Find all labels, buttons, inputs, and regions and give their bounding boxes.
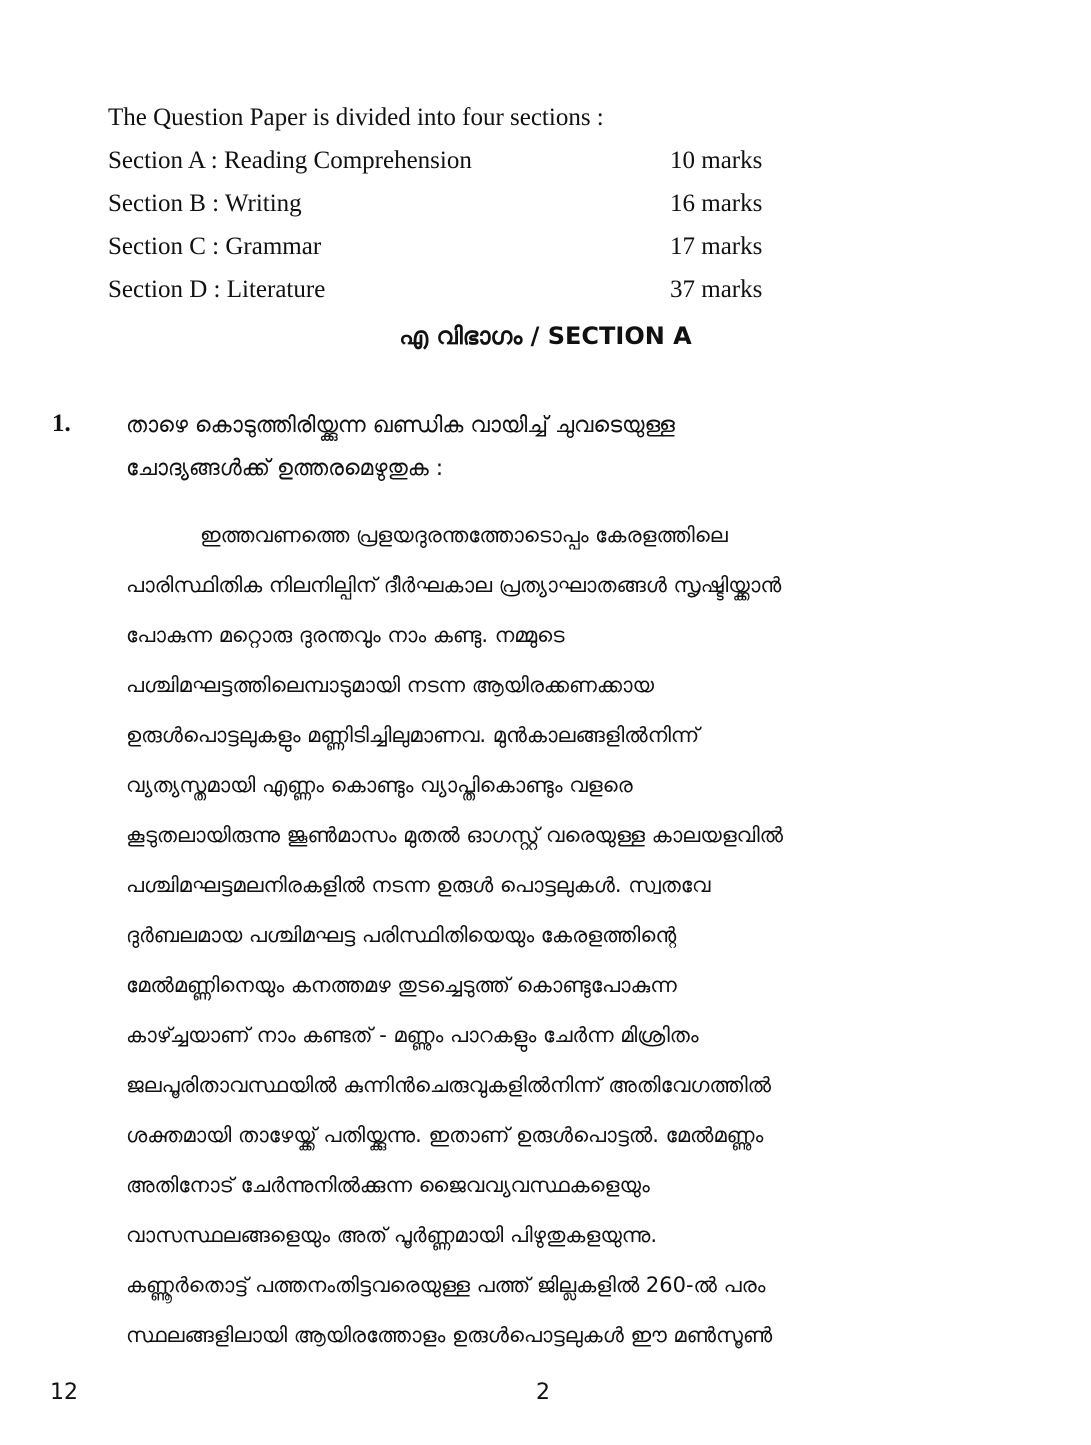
passage-line: പശ്ചിമഘട്ടത്തിലെമ്പാടുമായി നടന്ന ആയിരക്കണക്കായ xyxy=(126,673,654,697)
passage-line: കാഴ്ച്ചയാണ് നാം കണ്ടത് - മണ്ണും പാറകളും ചേർന്ന മിശ്രിതം xyxy=(126,1023,699,1047)
passage-line: വാസസ്ഥലങ്ങളെയും അത് പൂർണ്ണമായി പിഴുതുകളയുന്നു. xyxy=(126,1223,658,1247)
question-number: 1. xyxy=(52,410,71,437)
passage-line: പാരിസ്ഥിതിക നിലനില്പിന് ദീർഘകാല പ്രത്യാഘാതങ്ങൾ സൃഷ്ടിയ്ക്കാൻ xyxy=(126,573,782,597)
passage-line: ജലപൂരിതാവസ്ഥയിൽ കുന്നിൻചെരുവുകളിൽനിന്ന് അതിവേഗത്തിൽ xyxy=(126,1073,772,1097)
passage-line: കൂടുതലായിരുന്നു ജൂൺമാസം മുതൽ ഓഗസ്റ്റ് വരെയുള്ള കാലയളവിൽ xyxy=(126,823,784,847)
section-row xyxy=(108,139,808,182)
section-marks: 10 marks xyxy=(670,146,763,174)
section-marks: 17 marks xyxy=(670,232,763,260)
section-marks: 16 marks xyxy=(670,189,763,217)
passage-line: കണ്ണൂർതൊട്ട് പത്തനംതിട്ടവരെയുള്ള പത്ത് ജില്ലകളിൽ 260-ൽ പരം xyxy=(126,1273,766,1297)
passage-line: ശക്തമായി താഴേയ്ക്ക് പതിയ്ക്കുന്നു. ഇതാണ് ഉരുൾപൊട്ടൽ. മേൽമണ്ണും xyxy=(126,1123,764,1147)
section-name: Section D : Literature xyxy=(108,275,326,303)
passage-line: പശ്ചിമഘട്ടമലനിരകളിൽ നടന്ന ഉരുൾ പൊട്ടലുകൾ. സ്വതവേ xyxy=(126,873,711,897)
section-name: Section A : Reading Comprehension xyxy=(108,146,472,174)
question-text xyxy=(126,404,1026,490)
section-marks: 37 marks xyxy=(670,275,763,303)
passage-line: വ്യത്യസ്തമായി എണ്ണം കൊണ്ടും വ്യാപ്തികൊണ്ടും വളരെ xyxy=(126,773,633,797)
passage-line: ഇത്തവണത്തെ പ്രളയദുരന്തത്തോടൊപ്പം കേരളത്തിലെ xyxy=(200,523,728,547)
section-name: Section C : Grammar xyxy=(108,232,322,260)
question-line: ചോദ്യങ്ങൾക്ക് ഉത്തരമെഴുതുക : xyxy=(126,456,444,481)
reading-passage xyxy=(126,510,1026,1360)
passage-line: അതിനോട് ചേർന്നുനിൽക്കുന്ന ജൈവവ്യവസ്ഥകളെയും xyxy=(126,1173,650,1197)
question-line: താഴെ കൊടുത്തിരിയ്ക്കുന്ന ഖണ്ഡിക വായിച്ച് ചുവടെയുള്ള xyxy=(126,413,675,438)
section-heading: എ വിഭാഗം / SECTION A xyxy=(399,322,692,350)
passage-line: പോകുന്ന മറ്റൊരു ദുരന്തവും നാം കണ്ടു. നമ്മുടെ xyxy=(126,623,565,647)
passage-line: ദുർബലമായ പശ്ചിമഘട്ട പരിസ്ഥിതിയെയും കേരളത്തിന്റെ xyxy=(126,923,677,947)
sections-table xyxy=(108,139,808,311)
section-row xyxy=(108,225,808,268)
intro-text: The Question Paper is divided into four sections : xyxy=(108,104,604,131)
section-row xyxy=(108,182,808,225)
section-row xyxy=(108,268,808,311)
page-number: 2 xyxy=(536,1380,550,1405)
passage-line: മേൽമണ്ണിനെയും കനത്തമഴ തുടച്ചെടുത്ത് കൊണ്ടുപോകുന്ന xyxy=(126,973,677,997)
section-name: Section B : Writing xyxy=(108,189,302,217)
passage-line: സ്ഥലങ്ങളിലായി ആയിരത്തോളം ഉരുൾപൊട്ടലുകൾ ഈ മൺസൂൺ xyxy=(126,1323,773,1347)
passage-line: ഉരുൾപൊട്ടലുകളും മണ്ണിടിച്ചിലുമാണവ. മുൻകാലങ്ങളിൽനിന്ന് xyxy=(126,723,700,747)
footer-code: 12 xyxy=(50,1380,78,1405)
